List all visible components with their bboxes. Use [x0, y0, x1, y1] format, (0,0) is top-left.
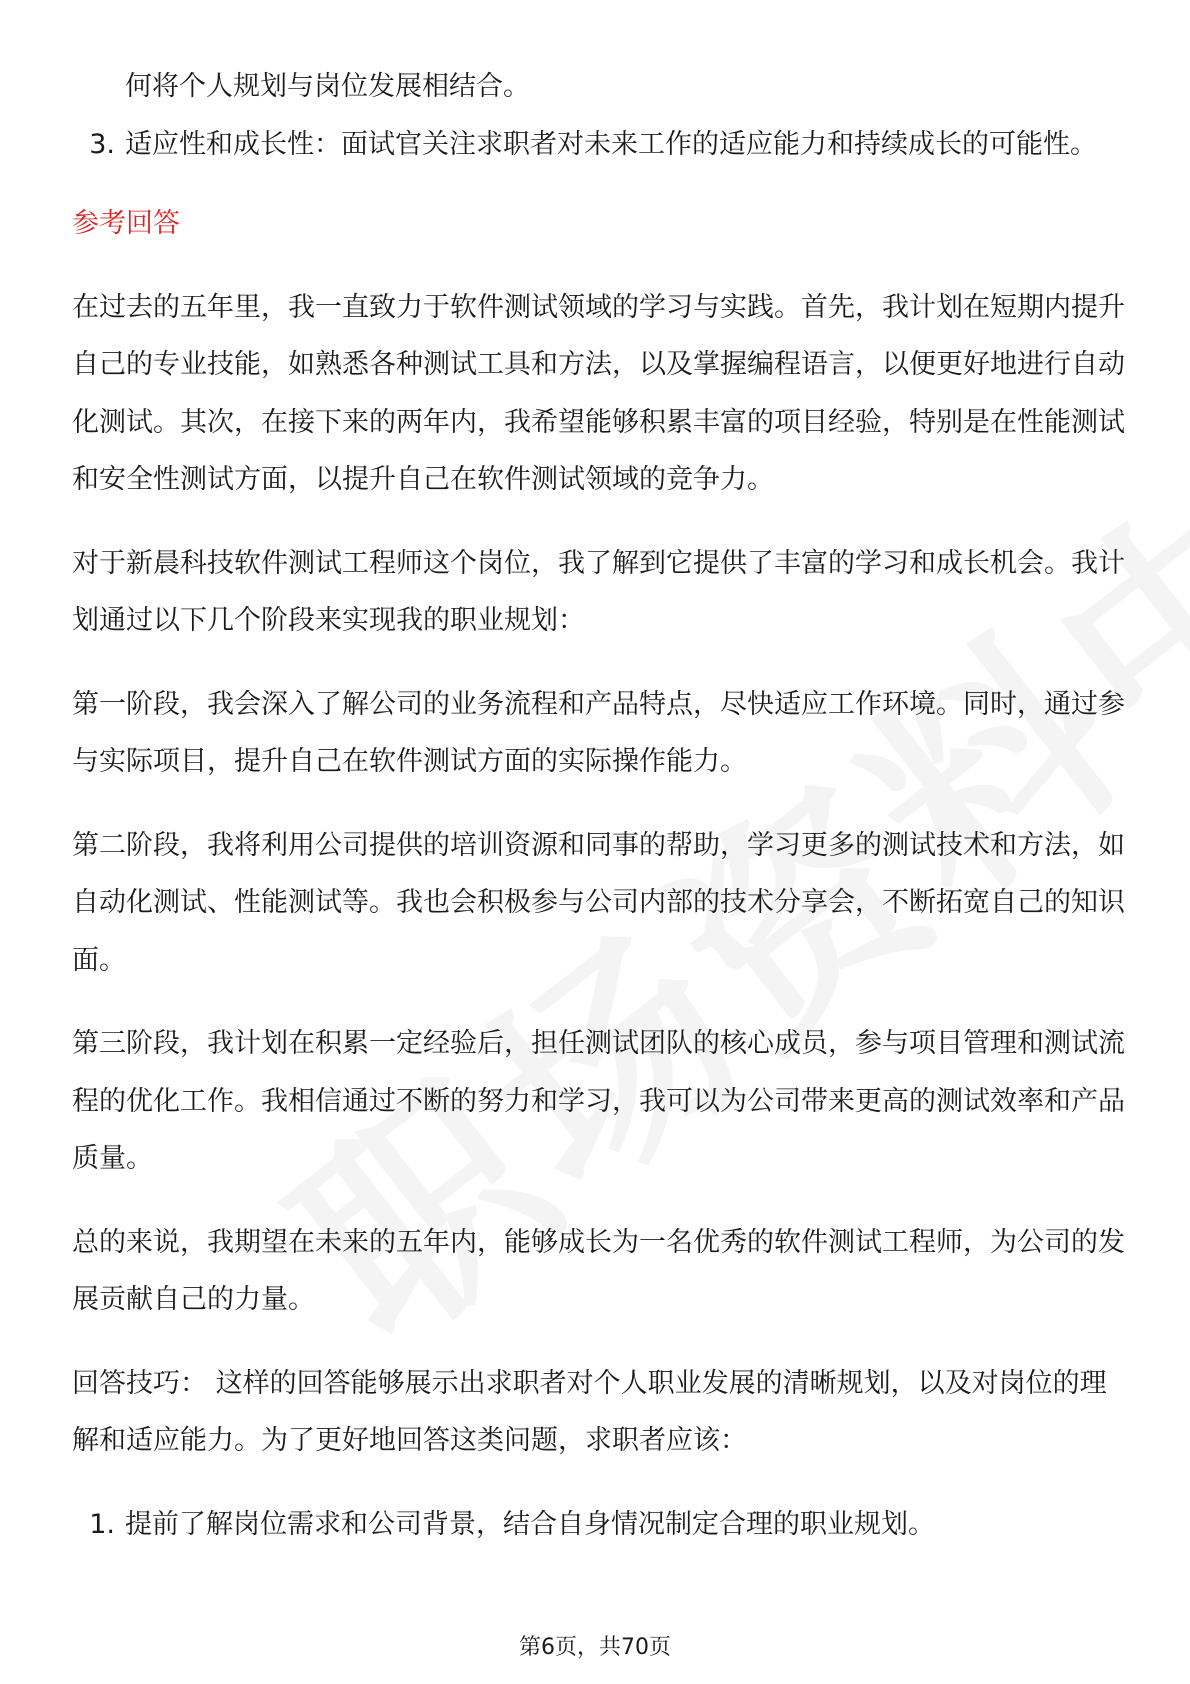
paragraph: 第二阶段，我将利用公司提供的培训资源和同事的帮助，学习更多的测试技术和方法，如自动化测试、性能测试等。我也会积极参与公司内部的技术分享会，不断拓宽自己的知识面。: [72, 829, 1125, 976]
list-item-text: 提前了解岗位需求和公司背景，结合自身情况制定合理的职业规划。: [125, 1508, 935, 1540]
section-heading: 参考回答: [72, 208, 180, 239]
list-item: [72, 116, 1132, 174]
paragraph: 在过去的五年里，我一直致力于软件测试领域的学习与实践。首先，我计划在短期内提升自己的专业技能，如熟悉各种测试工具和方法，以及掌握编程语言，以便更好地进行自动化测试。其次，在接下来的两年内，我希望能够积累丰富的项目经验，特别是在性能测试和安全性测试方面，以提升自己在软件测试领域的竞争力。: [72, 291, 1125, 495]
paragraph: 对于新晨科技软件测试工程师这个岗位，我了解到它提供了丰富的学习和成长机会。我计划通过以下几个阶段来实现我的职业规划：: [72, 547, 1125, 636]
paragraph: 总的来说，我期望在未来的五年内，能够成长为一名优秀的软件测试工程师，为公司的发展贡献自己的力量。: [72, 1226, 1125, 1315]
list-item-number: 1.: [89, 1508, 115, 1540]
list-item-number: 3.: [89, 128, 115, 160]
paragraph: 第一阶段，我会深入了解公司的业务流程和产品特点，尽快适应工作环境。同时，通过参与实际项目，提升自己在软件测试方面的实际操作能力。: [72, 688, 1125, 777]
paragraph: 回答技巧： 这样的回答能够展示出求职者对个人职业发展的清晰规划，以及对岗位的理解和适应能力。为了更好地回答这类问题，求职者应该：: [72, 1367, 1107, 1456]
page-footer: 第6页，共70页: [519, 1635, 671, 1660]
list-item-continuation: 何将个人规划与岗位发展相结合。: [125, 71, 530, 102]
document-page: [72, 58, 1132, 1553]
list-item: [72, 1496, 1132, 1554]
list-item-text: 适应性和成长性：面试官关注求职者对未来工作的适应能力和持续成长的可能性。: [125, 128, 1097, 160]
paragraph: 第三阶段，我计划在积累一定经验后，担任测试团队的核心成员，参与项目管理和测试流程的优化工作。我相信通过不断的努力和学习，我可以为公司带来更高的测试效率和产品质量。: [72, 1028, 1125, 1174]
